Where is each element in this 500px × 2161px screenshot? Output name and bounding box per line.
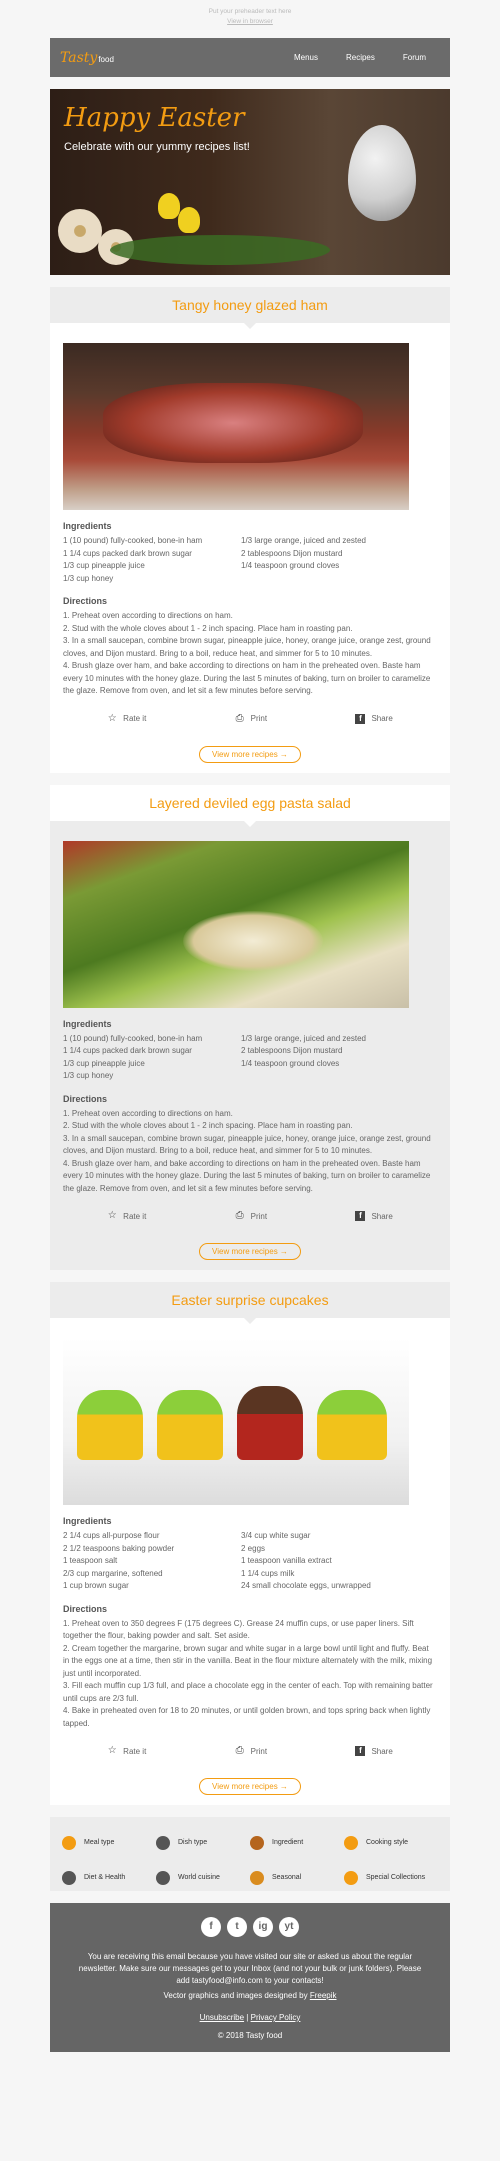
share-label: Share bbox=[371, 714, 393, 723]
ingredient-item: 1 1/4 cups packed dark brown sugar bbox=[63, 1046, 192, 1055]
cupcake-shape bbox=[77, 1390, 143, 1460]
direction-step: 1. Preheat oven according to directions on ham. bbox=[63, 611, 233, 620]
ingredient-item: 1/3 cup pineapple juice bbox=[63, 561, 145, 570]
world-cuisine-icon bbox=[156, 1871, 170, 1885]
meal-type-icon bbox=[62, 1836, 76, 1850]
recipe-title: Easter surprise cupcakes bbox=[50, 1282, 450, 1318]
ingredients-column-left bbox=[63, 1530, 241, 1593]
ingredient-item: 2 1/4 cups all-purpose flour bbox=[63, 1531, 160, 1540]
diet-health-icon bbox=[62, 1871, 76, 1885]
star-icon: ☆ bbox=[107, 1745, 117, 1756]
direction-step: 2. Stud with the whole cloves about 1 - 2 inch spacing. Place ham in roasting pan. bbox=[63, 623, 353, 633]
tulip-decoration bbox=[178, 207, 200, 233]
category-cooking-style[interactable] bbox=[344, 1829, 438, 1856]
facebook-icon: f bbox=[355, 1211, 365, 1221]
ingredient-item: 1/3 large orange, juiced and zested bbox=[241, 536, 366, 545]
ingredient-item: 1/3 cup honey bbox=[63, 573, 114, 583]
cupcake-shape bbox=[157, 1390, 223, 1460]
social-links bbox=[50, 1917, 450, 1937]
rate-button[interactable] bbox=[107, 1211, 146, 1221]
unsubscribe-link[interactable]: Unsubscribe bbox=[199, 2013, 245, 2022]
share-label: Share bbox=[371, 1211, 393, 1221]
ingredient-item: 24 small chocolate eggs, unwrapped bbox=[241, 1581, 371, 1590]
recipe-actions bbox=[63, 1209, 437, 1223]
directions-list bbox=[63, 1108, 437, 1196]
print-button[interactable] bbox=[235, 714, 267, 724]
category-special-collections[interactable] bbox=[344, 1864, 438, 1891]
ingredients-list bbox=[63, 535, 437, 585]
footer-separator: | bbox=[246, 2013, 249, 2022]
category-label: World cuisine bbox=[178, 1874, 220, 1881]
logo[interactable] bbox=[60, 50, 114, 66]
email-container bbox=[50, 0, 450, 2052]
star-icon: ☆ bbox=[107, 1210, 117, 1221]
category-label: Ingredient bbox=[272, 1839, 304, 1846]
print-button[interactable] bbox=[235, 1746, 267, 1756]
dish-type-icon bbox=[156, 1836, 170, 1850]
ingredients-column-right bbox=[241, 1530, 419, 1593]
print-label: Print bbox=[250, 1211, 268, 1221]
recipe-title: Layered deviled egg pasta salad bbox=[50, 785, 450, 821]
recipe-card bbox=[50, 323, 450, 773]
ham-shape bbox=[103, 383, 363, 463]
recipe-actions bbox=[63, 712, 437, 726]
direction-step: 4. Brush glaze over ham, and bake according to directions on ham in the preheated oven. Baste ham every 10 minutes with the honey glaze. During the last 5 minutes of baking, turn on broiler to caramelize the glaze. Remove from oven, and let sit a few minutes before serving. bbox=[63, 661, 431, 695]
ingredient-item: 1 teaspoon salt bbox=[63, 1556, 118, 1565]
ingredient-item: 1/3 cup pineapple juice bbox=[63, 1058, 145, 1068]
recipe-actions bbox=[63, 1744, 437, 1758]
special-collections-icon bbox=[344, 1871, 358, 1885]
ingredient-item: 1 1/4 cups packed dark brown sugar bbox=[63, 548, 192, 558]
facebook-icon: f bbox=[355, 714, 365, 724]
category-label: Diet & Health bbox=[84, 1874, 126, 1881]
cupcake-shape bbox=[237, 1386, 303, 1460]
ingredient-item: 1/4 teaspoon ground cloves bbox=[241, 561, 340, 570]
print-label: Print bbox=[250, 1746, 268, 1756]
ingredients-list bbox=[63, 1530, 437, 1593]
direction-step: 2. Cream together the margarine, brown sugar and white sugar in a large bowl until light and fluffy. Beat in the eggs one at a time, then stir in the vanilla. Beat in the flour mixture alternately with the milk, mixing just until incorporated. bbox=[63, 1643, 433, 1678]
nav-item-menus[interactable]: Menus bbox=[293, 53, 318, 62]
rate-button[interactable] bbox=[107, 1746, 146, 1756]
printer-icon: ⎙ bbox=[235, 712, 244, 724]
share-button[interactable] bbox=[355, 1746, 392, 1756]
recipe-card bbox=[50, 1318, 450, 1805]
facebook-icon: f bbox=[355, 1746, 365, 1756]
nav-item-forum[interactable]: Forum bbox=[402, 53, 426, 62]
category-label: Dish type bbox=[178, 1839, 208, 1846]
preheader-text: Put your preheader text here bbox=[208, 8, 292, 15]
printer-icon: ⎙ bbox=[235, 1210, 244, 1221]
logo-main-text: Tasty bbox=[60, 49, 98, 66]
category-label: Meal type bbox=[84, 1839, 115, 1846]
category-seasonal[interactable] bbox=[250, 1864, 344, 1891]
cupcake-shape bbox=[317, 1390, 387, 1460]
recipe-card bbox=[50, 821, 450, 1271]
direction-step: 1. Preheat oven to 350 degrees F (175 degrees C). Grease 24 muffin cups, or use paper liners. Sift together the flour, baking powder and salt. Set aside. bbox=[63, 1618, 414, 1640]
ingredient-item: 2 tablespoons Dijon mustard bbox=[241, 1046, 343, 1055]
ingredient-item: 1 cup brown sugar bbox=[63, 1581, 129, 1590]
footer-links bbox=[50, 2012, 450, 2024]
twitter-icon[interactable]: t bbox=[227, 1917, 247, 1937]
ingredient-item: 3/4 cup white sugar bbox=[241, 1531, 311, 1540]
rate-label: Rate it bbox=[123, 714, 147, 723]
print-label: Print bbox=[250, 714, 268, 723]
privacy-policy-link[interactable]: Privacy Policy bbox=[250, 2013, 301, 2022]
printer-icon: ⎙ bbox=[235, 1745, 244, 1756]
ingredients-list bbox=[63, 1033, 437, 1083]
ingredient-item: 2/3 cup margarine, softened bbox=[63, 1568, 163, 1578]
category-meal-type[interactable] bbox=[62, 1829, 156, 1856]
egg-slice-shape bbox=[183, 911, 323, 971]
view-more-recipes-button[interactable]: View more recipes → bbox=[199, 1243, 301, 1260]
hero-banner bbox=[50, 89, 450, 275]
nav-item-recipes[interactable]: Recipes bbox=[345, 53, 375, 62]
view-in-browser-link[interactable]: View in browser bbox=[227, 18, 273, 25]
tulip-decoration bbox=[158, 193, 180, 219]
category-ingredient[interactable] bbox=[250, 1829, 344, 1856]
easter-egg-image bbox=[348, 125, 416, 221]
ingredient-item: 1 (10 pound) fully-cooked, bone-in ham bbox=[63, 1033, 203, 1043]
category-label: Cooking style bbox=[366, 1839, 409, 1846]
directions-heading: Directions bbox=[63, 596, 108, 606]
recipe-title: Tangy honey glazed ham bbox=[50, 287, 450, 323]
main-nav bbox=[280, 53, 440, 62]
direction-step: 3. Fill each muffin cup 1/3 full, and place a chocolate egg in the center of each. Top with remaining batter until cups are 2/3 full. bbox=[63, 1681, 433, 1703]
rate-label: Rate it bbox=[123, 1746, 147, 1756]
share-label: Share bbox=[371, 1746, 393, 1756]
direction-step: 4. Bake in preheated oven for 18 to 20 minutes, or until golden brown, and tops spring back when lightly tapped. bbox=[63, 1706, 431, 1728]
rate-button[interactable] bbox=[107, 714, 146, 724]
direction-step: 3. In a small saucepan, combine brown sugar, pineapple juice, honey, orange juice, orange zest, ground cloves, and Dijon mustard. Bring to a boil, reduce heat, and simmer for 5 to 10 minutes. bbox=[63, 1133, 431, 1155]
directions-heading: Directions bbox=[63, 1603, 108, 1614]
ingredient-item: 1/3 large orange, juiced and zested bbox=[241, 1033, 366, 1043]
ingredient-item: 2 eggs bbox=[241, 1543, 266, 1553]
ingredient-item: 1 1/4 cups milk bbox=[241, 1568, 295, 1578]
cooking-style-icon bbox=[344, 1836, 358, 1850]
ingredient-icon bbox=[250, 1836, 264, 1850]
footer-credit bbox=[50, 1990, 450, 2002]
directions-list bbox=[63, 1618, 437, 1731]
star-icon: ☆ bbox=[107, 712, 117, 724]
category-world-cuisine[interactable] bbox=[156, 1864, 250, 1891]
direction-step: 4. Brush glaze over ham, and bake according to directions on ham in the preheated oven. Baste ham every 10 minutes with the honey glaze. During the last 5 minutes of baking, turn on broiler to caramelize the glaze. Remove from oven, and let sit a few minutes before serving. bbox=[63, 1158, 431, 1193]
header-bar bbox=[50, 38, 450, 77]
share-button[interactable] bbox=[355, 714, 392, 724]
direction-step: 2. Stud with the whole cloves about 1 - 2 inch spacing. Place ham in roasting pan. bbox=[63, 1121, 353, 1130]
footer bbox=[50, 1903, 450, 2052]
ingredients-heading: Ingredients bbox=[63, 521, 112, 531]
category-dish-type[interactable] bbox=[156, 1829, 250, 1856]
share-button[interactable] bbox=[355, 1211, 392, 1221]
facebook-icon[interactable]: f bbox=[201, 1917, 221, 1937]
category-links bbox=[50, 1817, 450, 1891]
view-more-recipes-button[interactable]: View more recipes → bbox=[199, 746, 301, 763]
ingredient-item: 1 (10 pound) fully-cooked, bone-in ham bbox=[63, 536, 203, 545]
rate-label: Rate it bbox=[123, 1211, 147, 1221]
ingredient-item: 1 teaspoon vanilla extract bbox=[241, 1556, 332, 1565]
category-diet-health[interactable] bbox=[62, 1864, 156, 1891]
seasonal-icon bbox=[250, 1871, 264, 1885]
hero-title: Happy Easter bbox=[64, 103, 245, 133]
ingredient-item: 2 1/2 teaspoons baking powder bbox=[63, 1543, 175, 1553]
recipe-photo-cupcakes bbox=[63, 1338, 409, 1505]
directions-heading: Directions bbox=[63, 1093, 108, 1104]
recipe-photo-salad bbox=[63, 841, 409, 1008]
flower-decoration bbox=[58, 209, 102, 253]
view-more-recipes-button[interactable]: View more recipes → bbox=[199, 1778, 301, 1795]
category-label: Seasonal bbox=[272, 1874, 302, 1881]
footer-notice: You are receiving this email because you have visited our site or asked us about the regular newsletter. Make sure our messages get to your Inbox (and not your bulk or junk folders). Please add tastyfood@info.com to your contacts! bbox=[78, 1952, 422, 1985]
ingredients-column-left bbox=[63, 1033, 241, 1083]
direction-step: 1. Preheat oven according to directions on ham. bbox=[63, 1108, 233, 1118]
logo-sub-text: food bbox=[98, 54, 114, 64]
directions-list bbox=[63, 610, 437, 698]
ingredient-item: 1/3 cup honey bbox=[63, 1071, 114, 1080]
ingredients-column-left bbox=[63, 535, 241, 585]
recipe-photo-ham bbox=[63, 343, 409, 510]
print-button[interactable] bbox=[235, 1211, 267, 1221]
ingredients-heading: Ingredients bbox=[63, 1018, 112, 1029]
ingredient-item: 1/4 teaspoon ground cloves bbox=[241, 1058, 340, 1068]
preheader bbox=[50, 0, 450, 38]
ingredients-column-right bbox=[241, 535, 419, 585]
direction-step: 3. In a small saucepan, combine brown sugar, pineapple juice, honey, orange juice, orange zest, ground cloves, and Dijon mustard. Bring to a boil, reduce heat, and simmer for 5 to 10 minutes. bbox=[63, 636, 431, 658]
copyright: © 2018 Tasty food bbox=[217, 2031, 283, 2040]
instagram-icon[interactable]: ig bbox=[253, 1917, 273, 1937]
category-label: Special Collections bbox=[366, 1874, 426, 1881]
youtube-icon[interactable]: yt bbox=[279, 1917, 299, 1937]
credit-text: Vector graphics and images designed by bbox=[163, 1991, 308, 2000]
leaves-decoration bbox=[110, 235, 330, 265]
ingredients-column-right bbox=[241, 1033, 419, 1083]
ingredient-item: 2 tablespoons Dijon mustard bbox=[241, 548, 343, 558]
ingredients-heading: Ingredients bbox=[63, 1516, 112, 1526]
hero-subtitle: Celebrate with our yummy recipes list! bbox=[64, 141, 250, 153]
freepik-link[interactable]: Freepik bbox=[309, 1991, 337, 2000]
